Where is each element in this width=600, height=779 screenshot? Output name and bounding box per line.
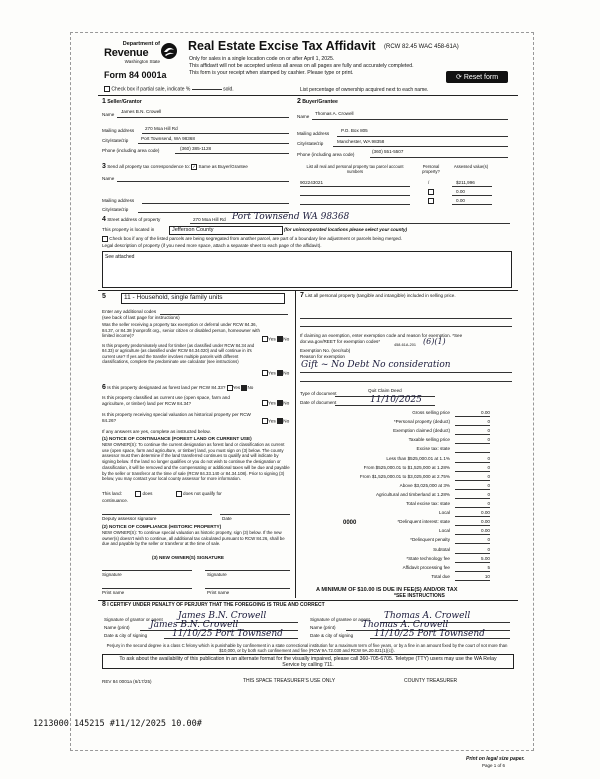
tax-row-value[interactable]: 0.00 — [455, 519, 490, 526]
page-title: Real Estate Excise Tax Affidavit — [188, 39, 376, 53]
local-code: 0000 — [343, 520, 357, 526]
rcw-reference: (RCW 82.45 WAC 458-61A) — [384, 44, 459, 50]
page-number: Page 1 of 6 — [482, 763, 506, 768]
dept-line2: Revenue — [104, 47, 149, 59]
use-code-value: 11 - Household, single family units — [124, 294, 223, 301]
document-date-value: 11/10/2025 — [370, 395, 422, 405]
exemption-claim-label: If claiming an exemption, enter exemption code and reason for exemption. *See dor.wa.gov/REET for exemption codes* — [300, 333, 463, 344]
assessed-value-2[interactable]: 0.00 — [456, 189, 465, 194]
buyer-phone[interactable]: (360) 551-5507 — [372, 149, 404, 154]
additional-codes-label: Enter any additional codes — [102, 309, 157, 314]
county-value: Jefferson County — [172, 227, 214, 233]
tax-row-value[interactable]: 5 — [455, 565, 490, 572]
new-owner-print-label-2: Print name — [207, 590, 230, 595]
tax-row-label: Excise tax: state — [416, 446, 450, 452]
parcel-list-header: List all real and personal property tax parcel account numbers — [306, 164, 404, 174]
segregated-row — [102, 236, 512, 242]
located-label: This property is located in — [102, 227, 155, 232]
parcel-personal-checkbox-3[interactable] — [428, 198, 434, 204]
reset-icon: ⟳ — [455, 74, 462, 81]
assessed-value-3[interactable]: 0.00 — [456, 198, 465, 203]
tax-row-value[interactable]: 10 — [455, 574, 490, 581]
personal-property-label: List all personal property (tangible and intangible) included in selling price. — [305, 293, 456, 298]
deputy-signature-label: Deputy assessor signature — [102, 516, 157, 521]
grantor-name-label: Name (print) — [104, 625, 130, 630]
tax-row-label: Exemption claimed (deduct) — [393, 428, 450, 434]
seller-phone[interactable]: (360) 385-1128 — [180, 146, 212, 151]
unincorporated-note: (for unincorporated locations please select your county) — [284, 227, 408, 232]
dor-swirl-icon — [160, 42, 178, 60]
parcel-personal-checkbox-2[interactable] — [428, 189, 434, 195]
street-handwritten: Port Townsend WA 98368 — [232, 212, 350, 222]
continuance-label: continuance. — [102, 498, 129, 503]
same-as-buyer-label: Same as Buyer/Grantee — [198, 164, 248, 169]
s3-city-label: City/state/zip — [102, 207, 129, 212]
tax-row-value[interactable]: 5.00 — [455, 556, 490, 563]
buyer-mailing-label: Mailing address — [297, 131, 330, 136]
partial-sale-checkbox[interactable] — [104, 86, 110, 92]
tax-row-value[interactable]: 0 — [455, 456, 490, 463]
buyer-city-label: City/state/zip — [297, 141, 324, 146]
tax-row-value[interactable]: 0 — [455, 501, 490, 508]
q-historic-answer: Yes No — [262, 418, 289, 424]
tax-row-label: Subtotal — [433, 546, 450, 552]
same-as-buyer-checkbox[interactable]: ✓ — [192, 163, 196, 169]
perjury-notice: Perjury in the second degree is a class C felony which is punishable by confinement in a state correctional institution for a maximum term of five years, or by a fine in an amount fixed by the court of not more than $10,000, or by both such confinement and fine (RCW 9A.72.030 and RCW 9A.20.021(1)(c)). — [106, 643, 508, 654]
this-land-row: This land: does does not qualify for — [102, 491, 222, 497]
tax-row-value[interactable]: 0 — [455, 537, 490, 544]
section4-street-row: 4 Street address of property — [102, 216, 161, 223]
reset-label: Reset form — [463, 73, 499, 81]
s3-name-label: Name — [102, 176, 115, 181]
seller-city[interactable]: Port Townsend, WA 98368 — [141, 136, 195, 141]
section3-row: 3 Send all property tax correspondence to: ✓ Same as Buyer/Grantee — [102, 163, 248, 170]
reason-handwritten: Gift ~ No Debt No consideration — [301, 360, 451, 370]
grantee-signature: Thomas A. Crowell — [384, 611, 471, 621]
seller-name[interactable]: James B.N. Crowell — [121, 109, 162, 114]
county-treasurer: COUNTY TREASURER — [404, 678, 458, 684]
seller-name-label: Name — [102, 112, 115, 117]
segregated-checkbox[interactable] — [102, 236, 108, 242]
street-label: Street address of property — [107, 217, 161, 222]
new-owner-print-label: Print name — [102, 590, 125, 595]
grantee-name: Thomas A. Crowell — [362, 620, 449, 630]
grantee-name-label: Name (print) — [310, 625, 336, 630]
tax-row-label: Taxable selling price — [408, 437, 450, 443]
form-number: Form 84 0001a — [104, 70, 167, 80]
county-select[interactable] — [169, 226, 283, 235]
reason-label: Reason for exemption — [300, 354, 345, 359]
tax-row-label: Local — [439, 510, 450, 516]
new-owner-signature-label: Signature — [102, 572, 122, 577]
tax-row-value[interactable]: 0 — [455, 492, 490, 499]
tax-row-value[interactable]: 0 — [455, 428, 490, 435]
personal-property-header: Personal property? — [422, 164, 440, 174]
grantor-signature: James B.N. Crowell — [178, 611, 267, 621]
if-any-yes: If any answers are yes, complete as instructed below. — [102, 429, 211, 434]
segregated-label: Check box if any of the listed parcels are being segregated from another parcel, are part of a boundary line adjustment or parcels being merged. — [109, 236, 402, 242]
partial-sale-row — [104, 86, 234, 92]
treasurer-stamp: 1213000 145215 #11/12/2025 10.00# — [33, 719, 202, 729]
tax-row-value[interactable]: 0 — [455, 483, 490, 490]
grantee-date: 11/10/25 Port Townsend — [374, 629, 485, 639]
buyer-name[interactable]: Thomas A. Crowell — [315, 111, 354, 116]
certify-text: I CERTIFY UNDER PENALTY OF PERJURY THAT THE FOREGOING IS TRUE AND CORRECT — [107, 602, 325, 608]
seller-city-label: City/state/zip — [102, 138, 129, 143]
continuance-title: (1) NOTICE OF CONTINUANCE (FOREST LAND OR CURRENT USE) — [102, 436, 252, 441]
tax-row-value[interactable]: 0 — [455, 437, 490, 444]
tax-row-label: Total due — [431, 573, 450, 579]
legal-paper-note: Print on legal size paper. — [466, 756, 525, 762]
tax-row-label: *Personal property (deduct) — [393, 419, 450, 425]
section5-number: 5 — [102, 293, 106, 300]
land-does-checkbox[interactable] — [135, 491, 141, 497]
historic-text: NEW OWNER(S): To continue special valuation as historic property, sign (3) below. If the new owner(s) doesn't wish to continue, all additional tax calculated pursuant to RCW 84.26, shall be due and payable by the seller or transferor at the time of sale. — [102, 530, 285, 547]
tax-row-label: Total excise tax: state — [406, 501, 450, 506]
dept-line1: Department of — [122, 41, 160, 47]
accessibility-box — [102, 654, 514, 669]
tax-row-value[interactable]: 0 — [455, 419, 490, 426]
grantor-signature-label: Signature of grantor or agent — [104, 617, 163, 622]
parcel-number-1[interactable]: 902243021 — [300, 180, 323, 185]
land-does-not-checkbox[interactable] — [176, 491, 182, 497]
minimum-due: A MINIMUM OF $10.00 IS DUE IN FEE(S) AND/OR TAX — [316, 587, 458, 593]
grantor-date-label: Date & city of signing — [104, 633, 148, 638]
q-exempt: Was the seller receiving a property tax exemption or deferral under RCW 84.36, 84.37, or 84.38 (nonprofit org., senior citizen or disabled person, homeowner with limited income)? — [102, 322, 260, 339]
deputy-date-label: Date — [222, 516, 232, 521]
s3-mailing-label: Mailing address — [102, 198, 135, 203]
document-type-value[interactable]: Quit Claim Deed — [368, 388, 402, 393]
tax-row-label: Affidavit processing fee — [402, 564, 450, 570]
seller-heading-row: 1 Seller/Grantor — [102, 98, 142, 105]
exemption-code-typed[interactable]: 458-61A-201 — [394, 343, 416, 347]
buyer-name-label: Name — [297, 114, 310, 119]
tax-row-value[interactable]: 0 — [455, 465, 490, 472]
certify-row: 8 I CERTIFY UNDER PENALTY OF PERJURY THAT THE FOREGOING IS TRUE AND CORRECT — [102, 601, 325, 608]
treasurer-only: THIS SPACE TREASURER'S USE ONLY — [243, 678, 336, 684]
q-current: Is this property classified as current use (open space, farm and agriculture, or timber) land per RCW 84.34? — [102, 395, 230, 406]
tax-row-label: From $525,000.01 to $1,525,000 at 1.28% — [363, 464, 450, 470]
q-historic: Is this property receiving special valuation as historical property per RCW 84.26? — [102, 412, 251, 423]
grantor-name: James B.N. Crowell — [150, 620, 239, 630]
tax-row-label: *Delinquent interest: state — [397, 519, 450, 525]
see-instructions: *SEE INSTRUCTIONS — [394, 593, 445, 599]
assessed-value-header: Assessed value(s) — [453, 164, 489, 169]
document-date-label: Date of document — [300, 400, 337, 405]
tax-row-label: Above $3,025,000 at 3% — [399, 482, 450, 488]
tax-row-value[interactable]: 0 — [455, 547, 490, 554]
tax-row-label: *State technology fee — [406, 555, 450, 561]
tax-row-label: Less than $525,000.01 at 1.1% — [386, 455, 450, 461]
buyer-mailing[interactable]: P.O. Box 805 — [341, 128, 368, 133]
tax-row-label: *Delinquent penalty — [410, 537, 450, 543]
q-timber-answer: Yes No — [262, 370, 289, 376]
tax-row-value[interactable] — [455, 446, 490, 453]
seller-phone-label: Phone (including area code) — [102, 148, 160, 153]
parcel-personal-mark: / — [428, 180, 430, 185]
rev-code: REV 84 0001a (6/17/25) — [102, 679, 152, 684]
assessed-value-1[interactable]: $211,996 — [456, 180, 475, 185]
seller-mailing[interactable]: 270 Moa Hill Rd — [145, 126, 178, 131]
accessibility-text: To ask about the availability of this publication in an alternate format for the visually impaired, please call 360-705-6705. Teletype (TTY) users may use the WA Relay Service by calling 711. — [119, 656, 497, 668]
exemption-code-handwritten: (6)(1) — [423, 337, 446, 346]
buyer-heading-row: 2 Buyer/Grantee — [297, 98, 338, 105]
q-current-answer: Yes No — [262, 400, 289, 406]
tax-row-value[interactable]: 0.00 — [455, 528, 490, 535]
grantor-date: 11/10/25 Port Townsend — [172, 629, 283, 639]
legal-description-label: Legal description of property (if you need more space, attach a separate sheet to each page of the affidavit). — [102, 243, 322, 248]
q-exempt-answer: Yes No — [262, 336, 289, 342]
exemption-number-label: Exemption No. (sec/sub) — [300, 348, 351, 353]
document-type-label: Type of document — [300, 391, 337, 396]
new-owner-signature-heading: (3) NEW OWNER(S) SIGNATURE — [152, 555, 225, 560]
see-back-label: (see back of last page for instructions) — [102, 315, 180, 320]
sold-label: sold. — [223, 86, 234, 93]
list-percentage: List percentage of ownership acquired next to each name. — [300, 87, 429, 93]
tax-row-label: From $1,525,000.01 to $3,025,000 at 2.75% — [359, 473, 450, 479]
continuance-text: NEW OWNER(S): To continue the current designation as forest land or classification as current use (open space, farm and agriculture, or timber) land, you must sign on (3) below. The county assessor must then determine if the land transferred continues to qualify and will indicate by signing below. If the land no longer qualifies or you do not wish to continue the designation or classification, it will be removed and the compensating or additional taxes will be due and payable by the seller or transferor at the time of sale (RCW 84.33.140 or 84.34.108). Prior to signing (3) below, you may contact your local county assessor for more information. — [102, 442, 290, 482]
new-owner-signature-label-2: Signature — [207, 572, 227, 577]
q-timber: Is this property predominately used for timber (as classified under RCW 84.34 and 84.33) or agriculture (as classified under RCW 84.34.020) and will continue in it's current use? If yes and the transfer involves multiple parcels with different classifications, complete the predominate use calculator (see instructions) — [102, 343, 255, 365]
seller-heading: Seller/Grantor — [107, 99, 142, 105]
partial-sale-label: Check box if partial sale, indicate % — [111, 86, 191, 93]
historic-title: (2) NOTICE OF COMPLIANCE (HISTORIC PROPERTY) — [102, 524, 222, 529]
tax-row-label: Local — [439, 528, 450, 534]
tax-row-label: Agricultural and timberland at 1.28% — [375, 491, 450, 497]
tax-row-value[interactable]: 0.00 — [455, 410, 490, 417]
seller-mailing-label: Mailing address — [102, 128, 135, 133]
legal-description-text: See attached — [105, 254, 135, 260]
legal-description-field[interactable] — [102, 251, 512, 288]
section7-row: 7 List all personal property (tangible and intangible) included in selling price. — [300, 292, 456, 299]
correspondence-label: Send all property tax correspondence to: — [107, 164, 190, 169]
grantee-signature-label: Signature of grantee or agent — [310, 617, 370, 622]
q-forest: Is this property designated as forest land per RCW 84.33? — [107, 385, 226, 390]
tax-row-value[interactable]: 0.00 — [455, 510, 490, 517]
reset-form-button[interactable] — [446, 71, 508, 83]
tax-row-label: Gross selling price — [412, 410, 450, 415]
notice-3: This form is your receipt when stamped by cashier. Please type or print. — [189, 70, 354, 76]
buyer-city[interactable]: Manchester, WA 98358 — [337, 139, 385, 144]
street-typed[interactable]: 270 Moa Hill Rd — [193, 217, 226, 222]
tax-row-value[interactable]: 0 — [455, 474, 490, 481]
use-code-select[interactable] — [121, 293, 285, 304]
q-forest-row: 6 Is this property designated as forest land per RCW 84.33? Yes No — [102, 384, 254, 391]
buyer-heading: Buyer/Grantee — [302, 99, 338, 105]
notice-1: Only for sales in a single location code on or after April 1, 2025. — [189, 56, 335, 62]
grantee-date-label: Date & city of signing — [310, 633, 354, 638]
dept-line3: Washington State — [124, 59, 160, 64]
buyer-phone-label: Phone (including area code) — [297, 152, 355, 157]
notice-2: This affidavit will not be accepted unless all areas on all pages are fully and accurately completed. — [189, 63, 414, 69]
